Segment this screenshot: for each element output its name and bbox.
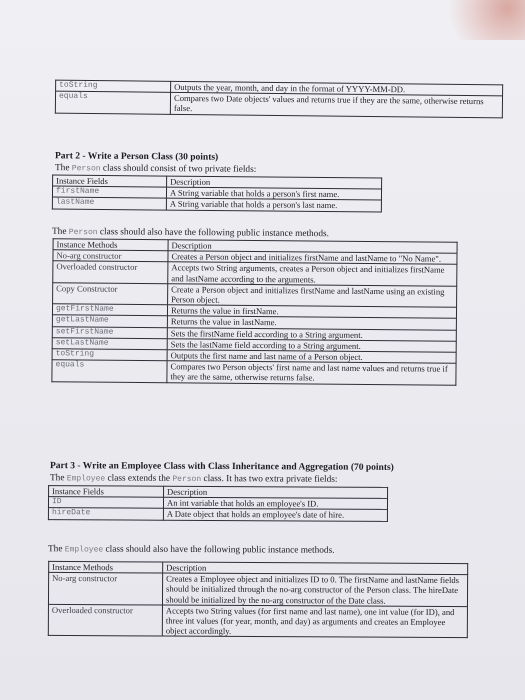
- field-name: firstName: [52, 186, 166, 198]
- method-name: Overloaded constructor: [48, 604, 162, 636]
- part3-intro: [50, 473, 338, 485]
- column-header: Description: [163, 562, 468, 575]
- column-header: Description: [167, 176, 382, 189]
- table-row: [52, 360, 456, 385]
- part2-intro: [55, 163, 256, 175]
- method-name: setFirstName: [52, 326, 167, 338]
- intro-text: The: [47, 544, 65, 555]
- table-row: [48, 604, 467, 638]
- person-fields-table: [52, 175, 382, 212]
- method-description: Accepts two String values (for first name and last name), one int value (for ID), and three int values (for year, month, and day) as arguments and creates an Employee object accordingly.: [162, 605, 467, 638]
- method-name: getLastName: [52, 315, 167, 327]
- method-name: No-arg constructor: [48, 573, 162, 605]
- date-methods-table: [55, 80, 503, 118]
- field-name: ID: [48, 497, 163, 509]
- field-description: A String variable that holds a person's first name.: [166, 187, 381, 200]
- method-description: Outputs the first name and last name of a Person object.: [167, 350, 456, 364]
- method-description: Compares two Person objects' first name and last name values and returns true if they are the same, otherwise returns false.: [167, 361, 456, 385]
- column-header: Instance Methods: [53, 239, 168, 251]
- method-name: getFirstName: [52, 304, 167, 316]
- person-methods-table: [51, 238, 457, 385]
- column-header: Description: [168, 240, 457, 254]
- part3-heading: Part 3 - Write an Employee Class with Class Inheritance and Aggregation (70 points): [49, 461, 394, 473]
- field-description: A String variable that holds a person's last name.: [166, 198, 381, 211]
- field-name: hireDate: [48, 508, 163, 520]
- method-name: setLastName: [52, 338, 167, 350]
- method-description: Sets the lastName field according to a String argument.: [167, 339, 456, 353]
- method-name: toString: [56, 80, 171, 92]
- part3-methods-intro: [48, 544, 335, 556]
- intro-code: Person: [68, 227, 98, 238]
- method-name: equals: [55, 91, 170, 114]
- column-header: Instance Methods: [49, 561, 163, 573]
- intro-text: class extends the: [105, 473, 173, 484]
- column-header: Instance Fields: [49, 486, 164, 498]
- method-description: Creates a Employee object and initializes ID to 0. The firstName and lastName fields should be initialized through the no-arg constructor of the Person class. The hireDate should be initialized by the no-arg constructor of the Date class.: [162, 573, 467, 606]
- corner-decoration: [435, 0, 525, 40]
- intro-text: class should also have the following public instance methods.: [97, 227, 329, 240]
- method-name: toString: [52, 349, 167, 361]
- field-name: lastName: [52, 197, 166, 209]
- employee-methods-table: [48, 561, 468, 639]
- table-row: [55, 91, 502, 117]
- intro-code: Person: [71, 164, 101, 174]
- intro-text: The: [51, 226, 69, 237]
- method-description: Sets the firstName field according to a String argument.: [167, 327, 456, 341]
- table-row: [48, 508, 387, 521]
- part2-heading: Part 2 - Write a Person Class (30 points): [54, 151, 219, 163]
- method-description: Returns the value in lastName.: [167, 316, 456, 330]
- intro-text: class should consist of two private fields:: [100, 163, 257, 175]
- intro-text: class should also have the following public instance methods.: [103, 544, 335, 556]
- column-header: Description: [164, 486, 388, 498]
- method-description: Outputs the year, month, and day in the format of YYYY-MM-DD.: [171, 81, 503, 96]
- intro-code: Person: [172, 474, 202, 485]
- field-description: An int variable that holds an employee's ID.: [163, 497, 387, 509]
- intro-code: Employee: [64, 545, 104, 555]
- method-description: Returns the value in firstName.: [167, 305, 456, 319]
- method-description: Accepts two String arguments, creates a Person object and initializes firstName and lastName according to the arguments.: [168, 262, 457, 286]
- intro-code: Employee: [66, 474, 106, 484]
- part2-methods-intro: [52, 227, 329, 239]
- method-description: Creates a Person object and initializes firstName and lastName to "No Name".: [168, 251, 457, 265]
- method-name: No-arg constructor: [53, 250, 168, 262]
- column-header: Instance Fields: [53, 175, 167, 187]
- method-description: Compares two Date objects' values and returns true if they are the same, otherwise returns false.: [170, 93, 502, 118]
- table-row: [52, 197, 381, 211]
- method-name: Overloaded constructor: [53, 261, 168, 283]
- employee-fields-table: [48, 485, 388, 521]
- method-name: Copy Constructor: [53, 283, 168, 305]
- method-name: equals: [52, 360, 167, 382]
- intro-text: class. It has two extra private fields:: [201, 474, 338, 485]
- intro-text: The: [49, 473, 67, 484]
- table-row: [48, 573, 467, 607]
- intro-text: The: [54, 163, 72, 174]
- method-description: Create a Person object and initializes firstName and lastName using an existing Person object.: [168, 284, 457, 308]
- field-description: A Date object that holds an employee's date of hire.: [163, 509, 387, 521]
